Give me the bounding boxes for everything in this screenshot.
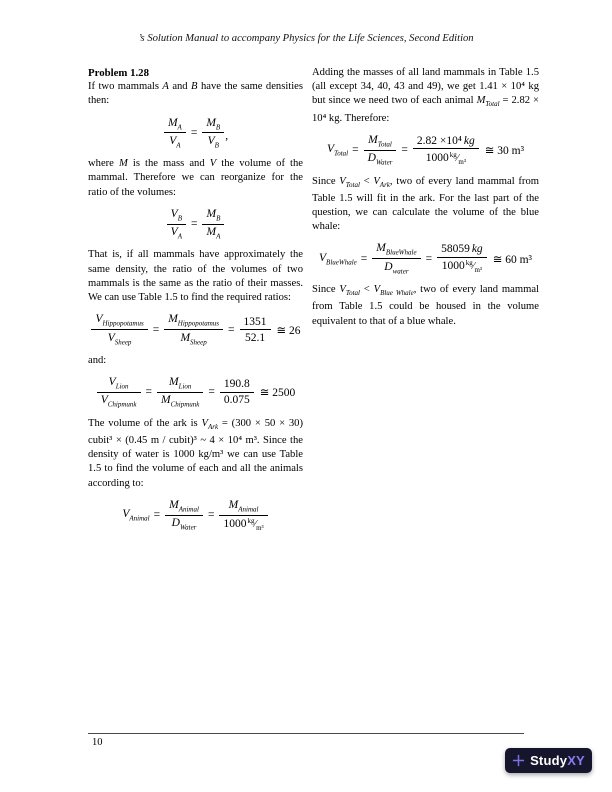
paragraph-conclusion: Since $V_{Total} < V_{Blue Whale}$, two of every land mammal from Table 1.5 could be housed in the volume equivalent to that of a blue whale. (312, 284, 539, 327)
equation-animal-volume: $V_{Animal}$ = $\frac{M_{Animal}}{D_{Water}}$ = $\frac{M_{Animal}}{1000^{kg}⁄_{m^3}}$ (88, 499, 303, 532)
plus-icon (512, 754, 525, 767)
right-column (312, 66, 539, 329)
brand-name-accent: XY (567, 752, 585, 768)
brand-name-main: Study (530, 752, 568, 768)
page-number: 10 (92, 737, 103, 748)
paragraph-adding-masses: Adding the masses of all land mammals in Table 1.5 (all except 34, 40, 43 and 49), we get 1.41 × 10⁴ kg but since we need two of each animal $M_{Total} = 2.82 \times 10^4$ kg. Therefore: (312, 67, 540, 124)
equation-density-equality: $\frac{M_A}{V_A}$ = $\frac{M_B}{V_B}$ , (88, 117, 303, 150)
equation-lion-chipmunk-ratio: $\frac{V_{Lion}}{V_{Chipmunk}}$ = $\frac{M_{Lion}}{M_{Chipmunk}}$ = $\frac{190.8}{0.075}$ ≅ 2500 (88, 376, 303, 409)
equation-total-volume: $V_{Total}$ = $\frac{M_{Total}}{D_{Water}}$ = $\frac{\text{2.82 ×10⁴ kg}}{1000^{kg}⁄_{m^3}}$ ≅ 30 m³ (326, 133, 525, 167)
equation-hippo-sheep-ratio: $\frac{V_{Hippopotamus}}{V_{Sheep}}$ = $\frac{M_{Hippopotamus}}{M_{Sheep}}$ = $\frac{1351}{52.1}$ ≅ 26 (88, 313, 303, 346)
equation-blue-whale-volume: $V_{BlueWhale}$ = $\frac{M_{BlueWhale}}{D_{water}}$ = $\frac{58059 kg}{1000^{kg}⁄_{m^3}}$ ≅ 60 m³ (319, 242, 532, 276)
paragraph-and: and: (88, 354, 107, 366)
left-column (88, 66, 303, 540)
page-header-title: ’s Solution Manual to accompany Physics for the Life Sciences, Second Edition (138, 33, 474, 44)
equation-volume-ratio: $\frac{V_B}{V_A}$ = $\frac{M_B}{M_A}$ (88, 208, 303, 241)
problem-title: Problem 1.28 (88, 67, 149, 79)
paragraph-fit-in-ark: Since $V_{Total} < V_{Ark}$, two of every land mammal from Table 1.5 will fit in the ark. For the last part of the question, we can calculate the volume of the blue whale: (312, 175, 540, 233)
paragraph-reorganize: where M is the mass and V the volume of the mammal. Therefore we can reorganize for the ratio of the volumes: (88, 158, 303, 198)
paragraph-intro: If two mammals A and B have the same densities then: (88, 81, 304, 107)
paragraph-same-density: That is, if all mammals have approximately the same density, the ratio of the volumes of two mammals is the same as the ratio of their masses. We can use Table 1.5 to find the required ratios: (88, 249, 303, 304)
paragraph-ark-volume: The volume of the ark is $V_{Ark} = (300 \times 50 \times 30)$ cubit³ × (0.45 m / cubit)³ ~ 4 × 10⁴ m³. Since the density of water is 1000 kg/m³ we can use Table 1.5 to find the volume of each and all the animals according to: (88, 417, 304, 489)
studyxy-logo-badge (505, 748, 592, 773)
footer-divider (88, 733, 524, 734)
